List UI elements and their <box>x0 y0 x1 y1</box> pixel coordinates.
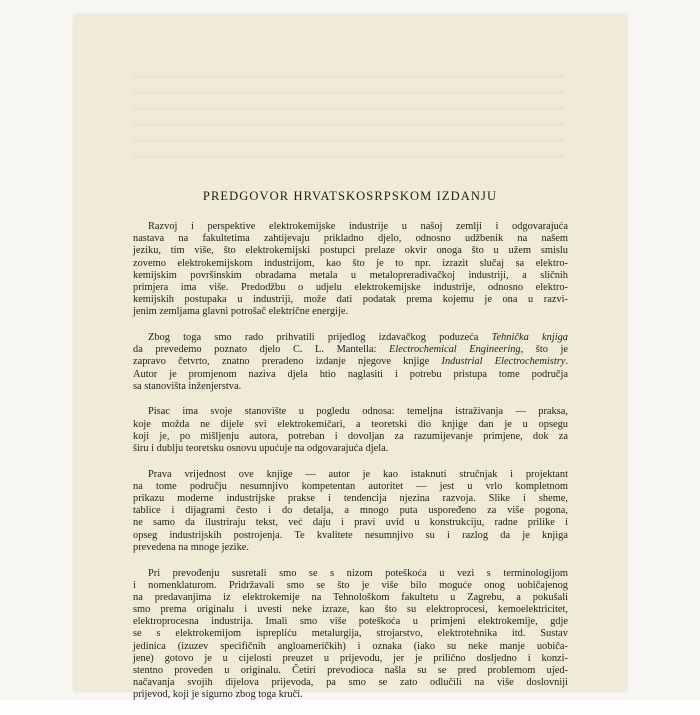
text-line: elektroprocesna industrija. Imali smo više poteškoća u primjeni elektrokemije, gdje <box>133 616 568 628</box>
text-line: stentno proveden u originalu. Četiri prevodioca našla su se pred problemom ujed- <box>133 665 568 676</box>
text-line: Zbog toga smo rado prihvatili prijedlog izdavačkog poduzeća Tehnička knjiga <box>148 332 568 343</box>
text-line: jedinica (izuzev specifičnih angloameričkih) i oznaka (iako su neke manje uobiča- <box>133 640 568 652</box>
text-line: prevedena na mnoge jezike. <box>133 541 249 553</box>
bleed-through-line <box>134 107 564 110</box>
text-line: širu i dublju teoretsku osnovu upućuje na odgovarajuća djela. <box>133 443 389 454</box>
text-line: na tome području nesumnjivo kompetentan autoritet — jest u vrlo kompletnom <box>133 480 568 492</box>
page-title: PREDGOVOR HRVATSKOSRPSKOM IZDANJU <box>202 189 498 203</box>
text-line: da prevedemo poznato djelo C. L. Mantella: Electrochemical Engineering, što je <box>133 344 569 356</box>
bleed-through-line <box>134 75 564 78</box>
bleed-through-line <box>134 139 564 142</box>
paragraph <box>133 469 568 554</box>
text-line: ne samo da ilustriraju tekst, već daju i pravi uvid u konstrukciju, radne prilike i <box>133 517 568 529</box>
text-line: jene) gotovo je u cijelosti preuzet u prijevodu, jer je prilično dosljedno i konzi- <box>133 652 568 664</box>
text-line: nastava na fakultetima zahtijevaju prikladno djelo, odnosno udžbenik na našem <box>133 233 568 245</box>
text-line: koji je, po mišljenju autora, potreban i dovoljan za razumijevanje primjene, dok za <box>133 430 568 442</box>
paragraph <box>133 221 568 319</box>
text-line: prijevod, koji je sigurno zbog toga kruči. <box>133 689 303 701</box>
bleed-through-line <box>134 155 564 158</box>
text-line: kemijskih postupaka u industriji, može dati podatak prema kojemu je ona u razvi- <box>133 294 568 306</box>
page-body <box>133 221 568 715</box>
text-line: Prava vrijednost ove knjige — autor je kao istaknuti stručnjak i projektant <box>148 468 568 480</box>
text-line: Autor je promjenom naziva djela htio naglasiti i potrebu pristupa tome područja <box>133 368 568 380</box>
text-line: sa stanovišta inženjerstva. <box>133 380 242 392</box>
book-page <box>74 15 626 701</box>
text-line: primjera ima više. Predodžbu o udjelu elektrokemijske industrije, odnosno elektro- <box>133 281 568 293</box>
text-line: opseg industrijskih postrojenja. Te kvalitete nesumnjivo su i razlog da je knjiga <box>133 529 568 541</box>
bleed-through-line <box>134 123 564 126</box>
text-line: koje možda ne dijele svi elektrokemičari, a teoretski dio knjige dan je u opsegu <box>133 418 568 430</box>
paragraph <box>133 406 568 455</box>
paragraph <box>133 332 568 393</box>
paragraph <box>133 568 568 702</box>
text-line: na predavanjima iz elektrokemije na Tehnološkom fakultetu u Zagrebu, a pokušali <box>133 591 568 603</box>
text-line: smo prema originalu i uvesti neke izraze, kao što su elektroprocesi, kemoelektricitet, <box>133 604 568 616</box>
text-line: jeziku, tim više, što elektrokemijski postupci prelaze okvir onoga što u užem smislu <box>133 245 568 257</box>
text-line: Pisac ima svoje stanovište u pogledu odnosa: temeljna istraživanja — praksa, <box>148 406 568 418</box>
text-line: zapravo četvrto, znatno preradeno izdanje njegove knjige Industrial Electrochemistry. <box>133 356 569 368</box>
text-line: Razvoj i perspektive elektrokemijske industrije u našoj zemlji i odgovarajuća <box>148 221 568 232</box>
text-line: tablice i dijagrami često i do detalja, a mnogo puta uspoređeno za više pogona, <box>133 505 568 517</box>
text-line: jenim zemljama glavni potrošač električne energije. <box>133 306 349 318</box>
text-line: načavanja svojih dijelova prijevoda, pa smo se zato odlučili na više doslovniji <box>133 677 568 689</box>
text-line: se s elektrokemijom isprepliću metalurgija, strojarstvo, elektrotehnika itd. Sustav <box>133 628 568 640</box>
text-line: i nomenklaturom. Pridržavali smo se što je više bilo moguće onog uobičajenog <box>133 579 568 591</box>
text-line: prikazu moderne industrijske prakse i tendencija njezina razvoja. Slike i sheme, <box>133 493 568 505</box>
text-line: kemijskim površinskim obradama metala u metalopreradivačkoj industriji, a sličnih <box>133 269 568 281</box>
bleed-through-line <box>134 91 564 94</box>
text-line: zovemo elektrokemijskom industrijom, kao što je to npr. izrazit slučaj sa elektro- <box>133 257 568 269</box>
text-line: Pri prevođenju susretali smo se s nizom poteškoća u vezi s terminologijom <box>148 567 568 579</box>
